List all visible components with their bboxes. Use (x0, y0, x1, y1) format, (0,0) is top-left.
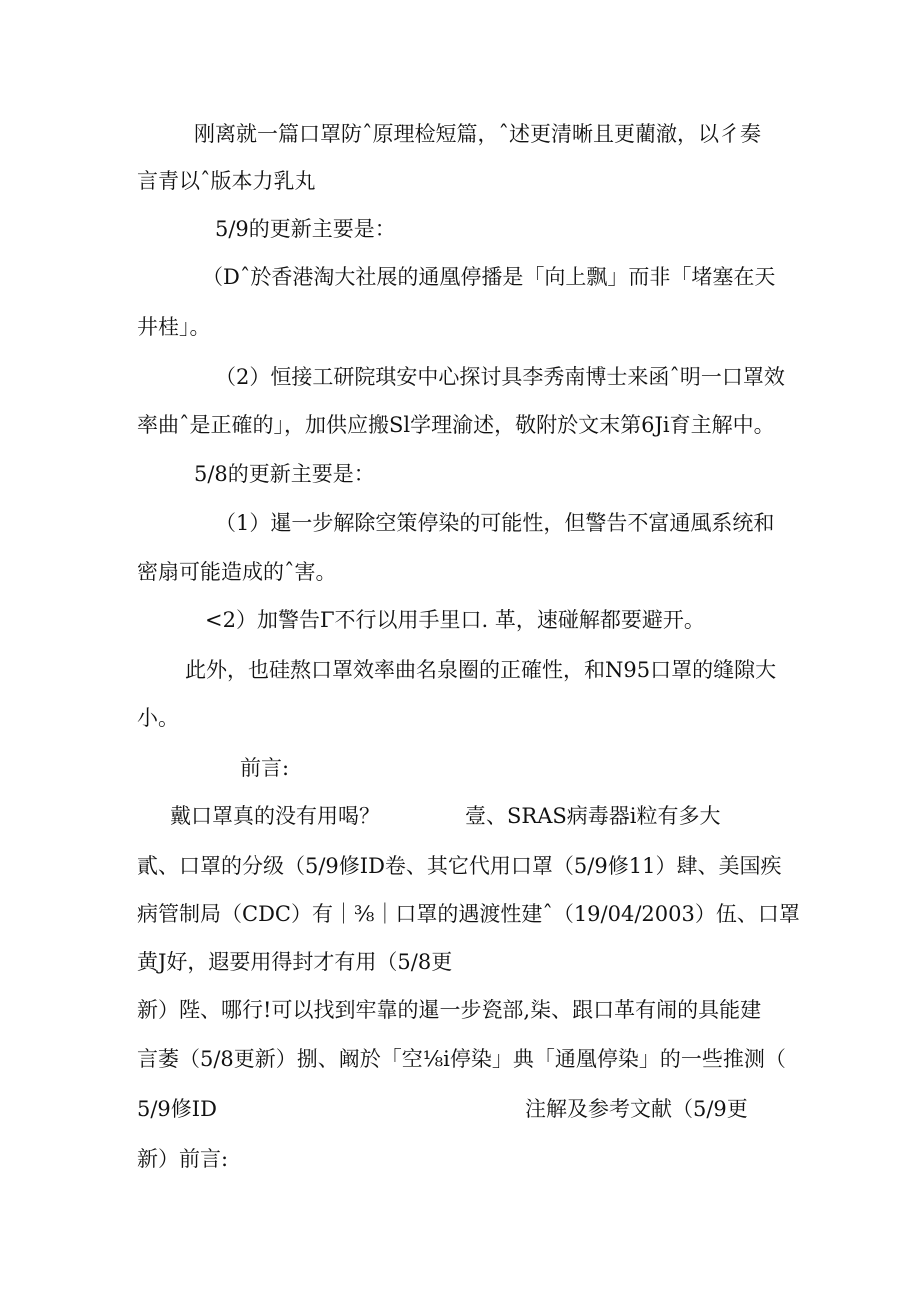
toc-line-3: 病管制局（CDC）有｜⅜｜口罩的遇渡性建ˆ（19/04/2003）伍、口罩 (137, 902, 800, 926)
update-5-8-item-2: <2）加警告Γ不行以用手里口. 革，速碰解都要避开。 (205, 608, 705, 632)
update-5-9-item-1-line-1: （Dˆ於香港淘大社展的通凰停播是「向上飘」而非「堵塞在天 (202, 265, 776, 289)
toc-line-7b: 注解及参考文献（5/9更 (525, 1097, 748, 1121)
update-5-8-item-1-line-1: （1）暹一步解除空策停染的可能性，但警告不富通風系统和 (215, 511, 775, 535)
toc-line-8: 新）前言: (137, 1147, 229, 1171)
update-5-9-item-2-line-2: 率曲ˆ是正確的」，加供应搬Sl学理渝述，敬附於文末第6Ji育主解中。 (137, 413, 775, 437)
toc-line-7a: 5/9修ID (137, 1097, 217, 1121)
update-5-8-item-1-line-2: 密扇可能造成的ˆ害。 (137, 560, 337, 584)
intro-line-2: 言青以ˆ版本力乳丸 (137, 169, 316, 193)
toc-line-2: 貳、口罩的分级（5/9修ID卷、其它代用口罩（5/9修11）肆、美国疾 (137, 854, 782, 878)
update-5-8-heading: 5/8的更新主要是： (194, 462, 375, 486)
update-5-9-item-2-line-1: （2）恒接工研院琪安中心探讨具李秀南博士来函ˆ明一口罩效 (215, 365, 785, 389)
update-5-9-item-1-line-2: 井桂」。 (137, 315, 211, 339)
intro-line-1: 刚离就一篇口罩防ˆ原理检短篇，ˆ述更清晰且更藺澈，以彳奏 (194, 122, 761, 146)
toc-line-1a: 戴口罩真的没有用喝？ (170, 804, 380, 828)
toc-line-4: 黄J好，遐要用得封才有用（5/8更 (137, 950, 453, 974)
toc-line-1b: 壹、SRAS病毒器i粒有多大 (465, 804, 721, 828)
extra-note-line-1: 此外，也硅熬口罩效率曲名泉圈的正確性，和N95口罩的缝隙大 (185, 658, 777, 682)
update-5-9-heading: 5/9的更新主要是： (215, 217, 396, 241)
toc-line-6: 言萎（5/8更新）捌、阚於「空⅛i停染」典「通凰停染」的一些推测（ (137, 1047, 786, 1071)
preface-heading: 前言: (240, 756, 290, 780)
toc-line-5: 新）陛、哪行!可以找到牢靠的暹一步瓷部,柒、跟口革有闹的具能建 (137, 998, 762, 1022)
extra-note-line-2: 小。 (137, 706, 179, 730)
